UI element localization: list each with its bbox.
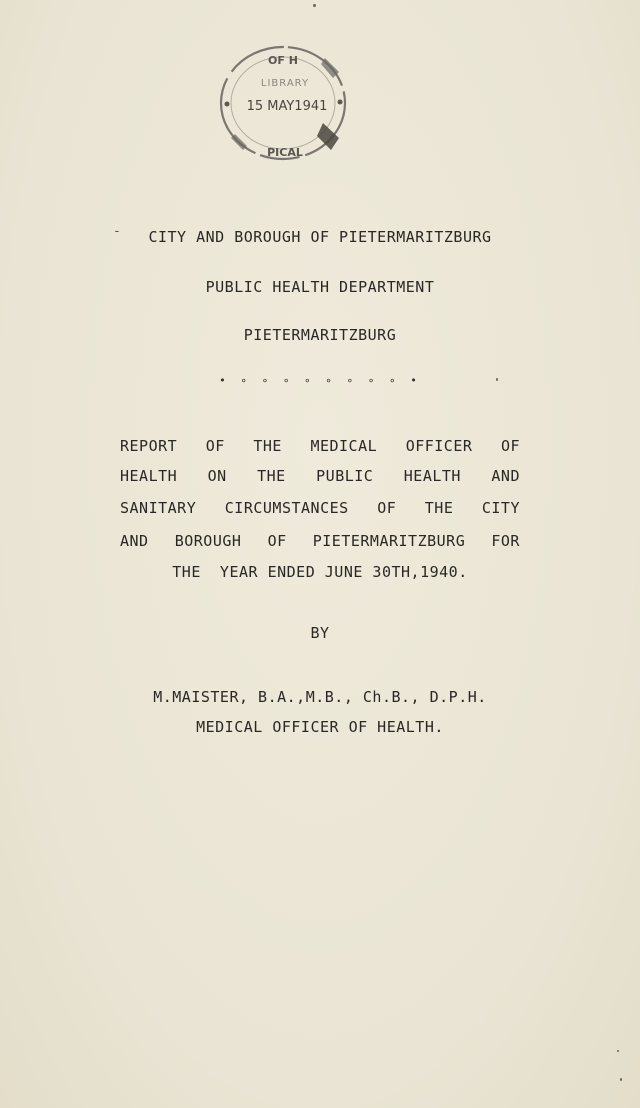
word: CIRCUMSTANCES [224, 499, 349, 517]
report-line-2 [120, 467, 520, 485]
library-stamp [213, 38, 353, 168]
word: THE [424, 499, 454, 517]
word: FOR [491, 532, 520, 550]
word: AND [120, 532, 149, 550]
by-label: BY [310, 624, 330, 642]
paper-speck [496, 378, 498, 381]
stamp-bottom-text: PICAL [267, 146, 303, 159]
word: BOROUGH [174, 532, 242, 550]
paper-speck [620, 1078, 622, 1081]
word: HEALTH [120, 467, 178, 485]
leading-dash: - [113, 224, 121, 239]
author-title: MEDICAL OFFICER OF HEALTH. [196, 718, 444, 736]
report-line-5: THE YEAR ENDED JUNE 30TH,1940. [172, 563, 468, 581]
header-city: PIETERMARITZBURG [243, 326, 397, 344]
word: ON [207, 467, 227, 485]
report-line-3 [120, 499, 520, 517]
stamp-seal-icon [213, 38, 353, 168]
header-city-borough: CITY AND BOROUGH OF PIETERMARITZBURG [148, 228, 492, 246]
paper-speck [617, 1050, 619, 1052]
word: THE [257, 467, 286, 485]
word: OF [377, 499, 397, 517]
word: OF [205, 437, 225, 455]
stamp-date-text: 15 MAY1941 [246, 99, 328, 114]
word: OF [267, 532, 287, 550]
header-department: PUBLIC HEALTH DEPARTMENT [205, 278, 435, 296]
word: PUBLIC [316, 467, 374, 485]
stamp-top-text: OF H [268, 54, 298, 67]
report-line-4 [120, 532, 520, 550]
word: MEDICAL [310, 437, 378, 455]
word: SANITARY [120, 499, 197, 517]
decorative-dots: • ∘ ∘ ∘ ∘ ∘ ∘ ∘ ∘ • [219, 374, 421, 387]
paper-speck [313, 4, 316, 7]
word: OF [500, 437, 520, 455]
word: CITY [481, 499, 520, 517]
word: PIETERMARITZBURG [312, 532, 466, 550]
author-name: M.MAISTER, B.A.,M.B., Ch.B., D.P.H. [153, 688, 487, 706]
word: AND [491, 467, 520, 485]
word: REPORT [120, 437, 178, 455]
word: THE [253, 437, 282, 455]
word: OFFICER [405, 437, 473, 455]
report-line-1 [120, 437, 520, 455]
stamp-library-text: LIBRARY [260, 78, 310, 89]
word: HEALTH [403, 467, 461, 485]
